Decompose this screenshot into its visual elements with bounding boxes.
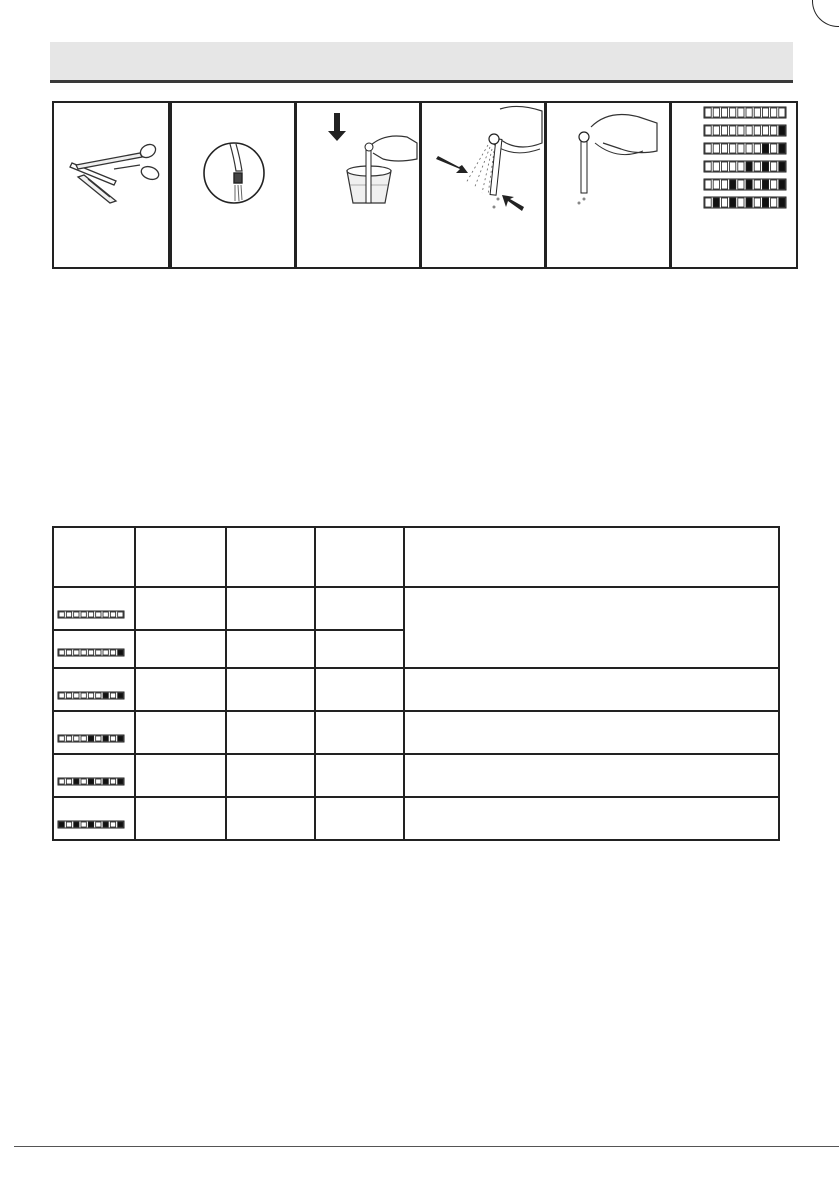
scissors-icon: [54, 103, 170, 269]
instruction-steps: [52, 101, 798, 271]
strip-pad-light: [771, 144, 777, 153]
table-cell: [226, 797, 315, 840]
strip-pad-light: [705, 144, 711, 153]
strip-pad-light: [110, 650, 115, 655]
strip-pad-light: [110, 736, 115, 741]
strip-pad-light: [66, 779, 71, 784]
strip-pad-light: [762, 126, 768, 135]
strip-pad-dark: [118, 650, 123, 655]
header-strip: [53, 527, 135, 587]
strip-pad-light: [713, 144, 719, 153]
table-cell: [135, 668, 226, 711]
strip-pad-light: [81, 736, 86, 741]
strip-pad-light: [762, 108, 768, 117]
strip-pad-dark: [779, 198, 785, 207]
hold-strip-icon: [547, 103, 669, 269]
strip-pad-light: [754, 198, 760, 207]
table-cell: [315, 711, 404, 754]
strip-cell: [53, 630, 135, 668]
header-col-5: [404, 527, 779, 587]
strip-pad-light: [96, 822, 101, 827]
strip-pad-dark: [118, 822, 123, 827]
strip-pad-dark: [779, 162, 785, 171]
strip-pad-light: [746, 108, 752, 117]
table-cell: [226, 668, 315, 711]
strip-pad-light: [721, 144, 727, 153]
strip-pad-light: [96, 693, 101, 698]
strip-pad-light: [730, 108, 736, 117]
strip-pad-light: [738, 126, 744, 135]
table-cell: [226, 711, 315, 754]
header-col-3: [226, 527, 315, 587]
strip-pad-dark: [103, 693, 108, 698]
footer-rule: [14, 1146, 839, 1147]
strip-pad-light: [66, 822, 71, 827]
strip-pad-dark: [103, 736, 108, 741]
strip-pad-dark: [762, 144, 768, 153]
strip-pad-light: [96, 650, 101, 655]
strip-pad-light: [66, 650, 71, 655]
hardness-table: [52, 526, 780, 841]
strip-pad-light: [74, 612, 79, 617]
strip-pad-light: [96, 779, 101, 784]
table-cell: [315, 668, 404, 711]
table-row: [53, 797, 779, 840]
strip-pad-light: [738, 180, 744, 189]
table-row: [53, 711, 779, 754]
strip-pad-dark: [103, 822, 108, 827]
strip-pad-light: [713, 126, 719, 135]
step-wait-strip: [545, 101, 671, 269]
strip-pad-light: [746, 144, 752, 153]
strip-cell: [53, 797, 135, 840]
color-scale-icon: [672, 103, 796, 269]
strip-pad-light: [730, 144, 736, 153]
table-cell: [135, 754, 226, 797]
header-col-2: [135, 527, 226, 587]
strip-pad-light: [81, 822, 86, 827]
strip-pad-dark: [74, 822, 79, 827]
strip-pad-light: [730, 162, 736, 171]
strip-pad-light: [110, 779, 115, 784]
arrow-left-icon: [436, 156, 468, 173]
strip-pad-light: [754, 144, 760, 153]
strip-pad-dark: [762, 162, 768, 171]
strip-pad-light: [103, 650, 108, 655]
table-cell: [135, 797, 226, 840]
strip-pad-dark: [746, 180, 752, 189]
arrow-right-icon: [502, 195, 524, 211]
strip-pad-light: [59, 736, 64, 741]
strip-pad-light: [771, 108, 777, 117]
strip-pad-light: [74, 650, 79, 655]
strip-pad-light: [74, 693, 79, 698]
strip-pad-light: [59, 650, 64, 655]
strip-pad-light: [779, 108, 785, 117]
step-run-water: [170, 101, 296, 269]
strip-pad-light: [721, 126, 727, 135]
strip-pad-dark: [88, 822, 93, 827]
strip-pad-dark: [746, 198, 752, 207]
table-cell: [315, 754, 404, 797]
strip-pad-light: [110, 822, 115, 827]
step-shake-strip: [420, 101, 546, 269]
strip-pad-light: [88, 693, 93, 698]
strip-pad-light: [754, 180, 760, 189]
strip-pad-light: [721, 108, 727, 117]
strip-pad-light: [103, 612, 108, 617]
strip-pad-light: [705, 108, 711, 117]
strip-pad-light: [771, 126, 777, 135]
strip-pad-light: [738, 144, 744, 153]
strip-pad-light: [59, 612, 64, 617]
table-row: [53, 754, 779, 797]
strip-pad-dark: [779, 126, 785, 135]
table-note: [404, 754, 779, 797]
strip-pad-dark: [779, 180, 785, 189]
strip-pad-light: [66, 736, 71, 741]
strip-cell: [53, 587, 135, 630]
strip-pad-light: [713, 108, 719, 117]
strip-pad-light: [66, 693, 71, 698]
strip-pad-light: [738, 162, 744, 171]
shake-strip-icon: [422, 103, 544, 269]
strip-pad-light: [713, 180, 719, 189]
strip-pad-light: [110, 612, 115, 617]
strip-pad-dark: [88, 736, 93, 741]
strip-pad-light: [705, 180, 711, 189]
strip-pad-dark: [59, 822, 64, 827]
table-note: [404, 797, 779, 840]
table-cell: [135, 630, 226, 668]
step-dip-strip: [295, 101, 421, 269]
strip-pad-light: [738, 198, 744, 207]
strip-pad-light: [81, 650, 86, 655]
strip-pad-dark: [762, 198, 768, 207]
test-strip-icon: [54, 798, 134, 834]
table-cell: [226, 754, 315, 797]
strip-pad-dark: [779, 144, 785, 153]
strip-pad-light: [721, 162, 727, 171]
strip-pad-light: [705, 126, 711, 135]
table-row: [53, 668, 779, 711]
table-note: [404, 711, 779, 754]
test-strip-icon: [54, 588, 134, 624]
test-strip-icon: [54, 669, 134, 705]
strip-pad-light: [81, 612, 86, 617]
strip-pad-dark: [118, 736, 123, 741]
strip-pad-light: [81, 779, 86, 784]
strip-pad-light: [66, 612, 71, 617]
strip-pad-dark: [118, 779, 123, 784]
strip-pad-light: [88, 612, 93, 617]
header-col-4: [315, 527, 404, 587]
strip-pad-dark: [730, 198, 736, 207]
strip-pad-dark: [88, 779, 93, 784]
strip-pad-light: [730, 126, 736, 135]
table-row: [53, 587, 779, 630]
strip-pad-light: [754, 108, 760, 117]
strip-pad-light: [96, 736, 101, 741]
strip-pad-dark: [762, 180, 768, 189]
strip-pad-light: [705, 198, 711, 207]
corner-crop-mark: [812, 0, 839, 27]
strip-pad-light: [738, 108, 744, 117]
strip-cell: [53, 668, 135, 711]
strip-pad-light: [713, 162, 719, 171]
strip-pad-light: [754, 162, 760, 171]
strip-pad-light: [754, 126, 760, 135]
strip-pad-light: [81, 693, 86, 698]
strip-pad-light: [74, 736, 79, 741]
test-strip-icon: [54, 755, 134, 791]
table-cell: [315, 797, 404, 840]
section-header-bar: [50, 42, 793, 83]
strip-pad-dark: [103, 779, 108, 784]
table-header-row: [53, 527, 779, 587]
table-cell: [226, 587, 315, 630]
strip-cell: [53, 711, 135, 754]
down-arrow-icon: [328, 113, 346, 141]
strip-pad-light: [88, 650, 93, 655]
strip-pad-dark: [118, 693, 123, 698]
strip-pad-light: [110, 693, 115, 698]
strip-pad-dark: [746, 162, 752, 171]
dip-strip-in-glass-icon: [297, 103, 419, 269]
strip-pad-light: [705, 162, 711, 171]
table-cell: [135, 587, 226, 630]
table-cell: [315, 630, 404, 668]
strip-pad-light: [118, 612, 123, 617]
strip-pad-light: [746, 126, 752, 135]
table-cell: [226, 630, 315, 668]
test-strip-icon: [54, 632, 134, 662]
strip-pad-dark: [730, 180, 736, 189]
strip-pad-dark: [713, 198, 719, 207]
strip-cell: [53, 754, 135, 797]
strip-pad-light: [771, 198, 777, 207]
water-tap-icon: [172, 103, 294, 269]
table-cell: [315, 587, 404, 630]
strip-pad-dark: [74, 779, 79, 784]
table-note-merged: [404, 587, 779, 668]
strip-pad-light: [721, 198, 727, 207]
test-strip-icon: [54, 712, 134, 748]
strip-pad-light: [771, 162, 777, 171]
strip-pad-light: [721, 180, 727, 189]
strip-pad-light: [771, 180, 777, 189]
step-read-scale: [670, 101, 798, 269]
table-note: [404, 668, 779, 711]
step-cut-strip: [52, 101, 170, 269]
strip-pad-light: [59, 693, 64, 698]
table-cell: [135, 711, 226, 754]
strip-pad-light: [96, 612, 101, 617]
strip-pad-light: [59, 779, 64, 784]
